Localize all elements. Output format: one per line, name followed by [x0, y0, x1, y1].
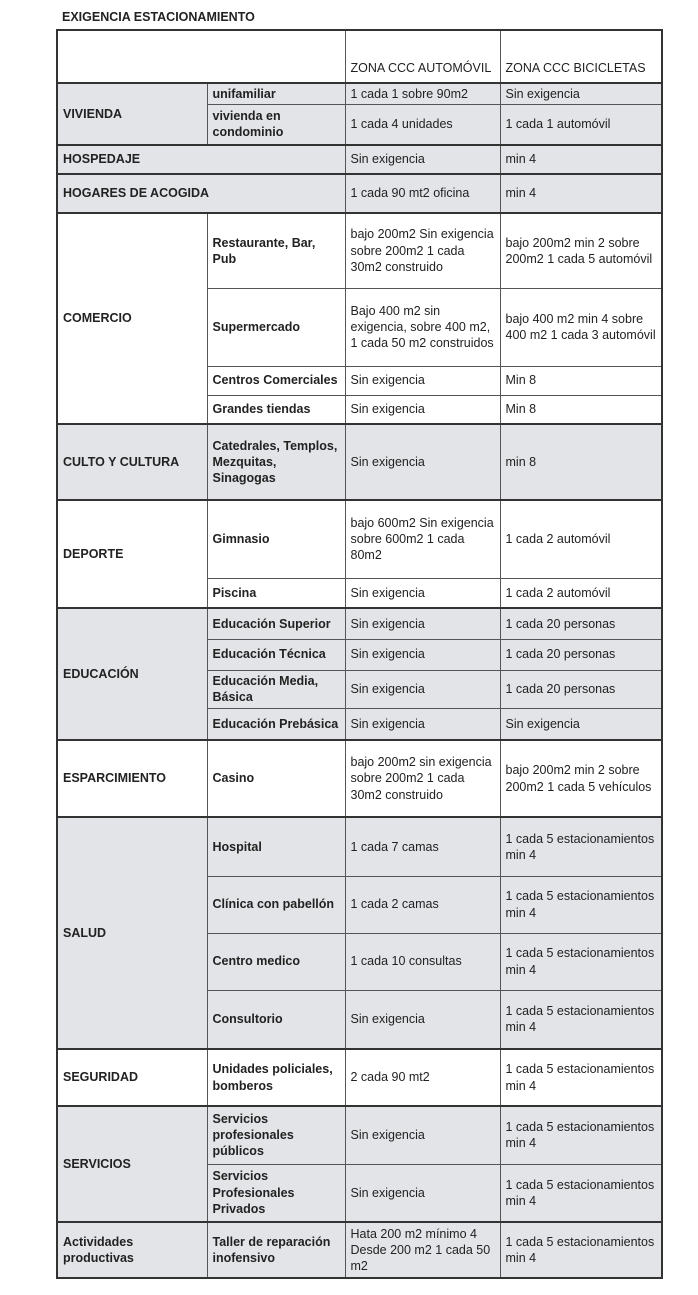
header-empty-cell: [57, 30, 345, 83]
category-cell: Actividades productivas: [57, 1222, 207, 1278]
subcategory-cell: Educación Superior: [207, 608, 345, 639]
auto-requirement-cell: Sin exigencia: [345, 639, 500, 670]
auto-requirement-cell: Sin exigencia: [345, 670, 500, 708]
category-cell: SEGURIDAD: [57, 1049, 207, 1106]
subcategory-cell: unifamiliar: [207, 83, 345, 104]
subcategory-cell: Educación Media, Básica: [207, 670, 345, 708]
subcategory-cell: Grandes tiendas: [207, 395, 345, 424]
table-row: [57, 608, 662, 639]
subcategory-cell: Restaurante, Bar, Pub: [207, 213, 345, 288]
auto-requirement-cell: Bajo 400 m2 sin exigencia, sobre 400 m2, 1 cada 50 m2 construidos: [345, 288, 500, 366]
subcategory-cell: Clínica con pabellón: [207, 876, 345, 933]
auto-requirement-cell: Hata 200 m2 mínimo 4 Desde 200 m2 1 cada 50 m2: [345, 1222, 500, 1278]
bici-requirement-cell: min 4: [500, 145, 662, 174]
bici-requirement-cell: Min 8: [500, 395, 662, 424]
auto-requirement-cell: Sin exigencia: [345, 145, 500, 174]
bici-requirement-cell: 1 cada 2 automóvil: [500, 578, 662, 608]
bici-requirement-cell: 1 cada 2 automóvil: [500, 500, 662, 578]
subcategory-cell: Unidades policiales, bomberos: [207, 1049, 345, 1106]
category-cell: COMERCIO: [57, 213, 207, 424]
auto-requirement-cell: 2 cada 90 mt2: [345, 1049, 500, 1106]
auto-requirement-cell: 1 cada 4 unidades: [345, 104, 500, 145]
auto-requirement-cell: 1 cada 10 consultas: [345, 933, 500, 990]
bici-requirement-cell: 1 cada 5 estacionamientos min 4: [500, 817, 662, 876]
bici-requirement-cell: min 4: [500, 174, 662, 213]
bici-requirement-cell: 1 cada 5 estacionamientos min 4: [500, 1049, 662, 1106]
subcategory-cell: Casino: [207, 740, 345, 817]
subcategory-cell: Educación Técnica: [207, 639, 345, 670]
category-cell: DEPORTE: [57, 500, 207, 608]
bici-requirement-cell: 1 cada 5 estacionamientos min 4: [500, 1106, 662, 1164]
auto-requirement-cell: Sin exigencia: [345, 578, 500, 608]
auto-requirement-cell: Sin exigencia: [345, 1164, 500, 1222]
subcategory-cell: vivienda en condominio: [207, 104, 345, 145]
bici-requirement-cell: 1 cada 20 personas: [500, 639, 662, 670]
subcategory-cell: Centro medico: [207, 933, 345, 990]
auto-requirement-cell: Sin exigencia: [345, 424, 500, 500]
table-row: [57, 83, 662, 104]
subcategory-cell: Catedrales, Templos, Mezquitas, Sinagogas: [207, 424, 345, 500]
subcategory-cell: Hospital: [207, 817, 345, 876]
auto-requirement-cell: bajo 600m2 Sin exigencia sobre 600m2 1 cada 80m2: [345, 500, 500, 578]
bici-requirement-cell: 1 cada 1 automóvil: [500, 104, 662, 145]
bici-requirement-cell: min 8: [500, 424, 662, 500]
category-cell: SERVICIOS: [57, 1106, 207, 1222]
bici-requirement-cell: Min 8: [500, 366, 662, 395]
category-cell: HOGARES DE ACOGIDA: [57, 174, 345, 213]
auto-requirement-cell: Sin exigencia: [345, 1106, 500, 1164]
subcategory-cell: Servicios Profesionales Privados: [207, 1164, 345, 1222]
table-row: [57, 740, 662, 817]
auto-requirement-cell: Sin exigencia: [345, 708, 500, 740]
bici-requirement-cell: 1 cada 5 estacionamientos min 4: [500, 1222, 662, 1278]
subcategory-cell: Piscina: [207, 578, 345, 608]
auto-requirement-cell: Sin exigencia: [345, 608, 500, 639]
table-row: [57, 424, 662, 500]
table-row: [57, 145, 662, 174]
subcategory-cell: Servicios profesionales públicos: [207, 1106, 345, 1164]
auto-requirement-cell: 1 cada 90 mt2 oficina: [345, 174, 500, 213]
table-row: [57, 174, 662, 213]
bici-requirement-cell: Sin exigencia: [500, 83, 662, 104]
bici-requirement-cell: Sin exigencia: [500, 708, 662, 740]
subcategory-cell: Consultorio: [207, 990, 345, 1049]
category-cell: HOSPEDAJE: [57, 145, 345, 174]
auto-requirement-cell: 1 cada 7 camas: [345, 817, 500, 876]
bici-requirement-cell: 1 cada 5 estacionamientos min 4: [500, 990, 662, 1049]
subcategory-cell: Supermercado: [207, 288, 345, 366]
auto-requirement-cell: 1 cada 1 sobre 90m2: [345, 83, 500, 104]
category-cell: EDUCACIÓN: [57, 608, 207, 740]
subcategory-cell: Centros Comerciales: [207, 366, 345, 395]
subcategory-cell: Gimnasio: [207, 500, 345, 578]
table-row: [57, 1222, 662, 1278]
header-auto: ZONA CCC AUTOMÓVIL: [345, 30, 500, 83]
category-cell: CULTO Y CULTURA: [57, 424, 207, 500]
table-row: [57, 1049, 662, 1106]
table-row: [57, 817, 662, 876]
bici-requirement-cell: 1 cada 5 estacionamientos min 4: [500, 933, 662, 990]
header-bici: ZONA CCC BICICLETAS: [500, 30, 662, 83]
auto-requirement-cell: bajo 200m2 Sin exigencia sobre 200m2 1 cada 30m2 construido: [345, 213, 500, 288]
auto-requirement-cell: 1 cada 2 camas: [345, 876, 500, 933]
category-cell: ESPARCIMIENTO: [57, 740, 207, 817]
parking-requirements-table: [56, 29, 663, 1279]
category-cell: VIVIENDA: [57, 83, 207, 145]
auto-requirement-cell: Sin exigencia: [345, 395, 500, 424]
bici-requirement-cell: 1 cada 20 personas: [500, 608, 662, 639]
auto-requirement-cell: bajo 200m2 sin exigencia sobre 200m2 1 cada 30m2 construido: [345, 740, 500, 817]
table-row: [57, 1106, 662, 1164]
table-header-row: [57, 30, 662, 83]
bici-requirement-cell: bajo 200m2 min 2 sobre 200m2 1 cada 5 vehículos: [500, 740, 662, 817]
bici-requirement-cell: bajo 200m2 min 2 sobre 200m2 1 cada 5 automóvil: [500, 213, 662, 288]
bici-requirement-cell: 1 cada 5 estacionamientos min 4: [500, 876, 662, 933]
bici-requirement-cell: 1 cada 5 estacionamientos min 4: [500, 1164, 662, 1222]
document-title: EXIGENCIA ESTACIONAMIENTO: [62, 10, 255, 24]
table-row: [57, 213, 662, 288]
category-cell: SALUD: [57, 817, 207, 1049]
auto-requirement-cell: Sin exigencia: [345, 990, 500, 1049]
auto-requirement-cell: Sin exigencia: [345, 366, 500, 395]
bici-requirement-cell: 1 cada 20 personas: [500, 670, 662, 708]
table-row: [57, 500, 662, 578]
subcategory-cell: Taller de reparación inofensivo: [207, 1222, 345, 1278]
subcategory-cell: Educación Prebásica: [207, 708, 345, 740]
bici-requirement-cell: bajo 400 m2 min 4 sobre 400 m2 1 cada 3 automóvil: [500, 288, 662, 366]
